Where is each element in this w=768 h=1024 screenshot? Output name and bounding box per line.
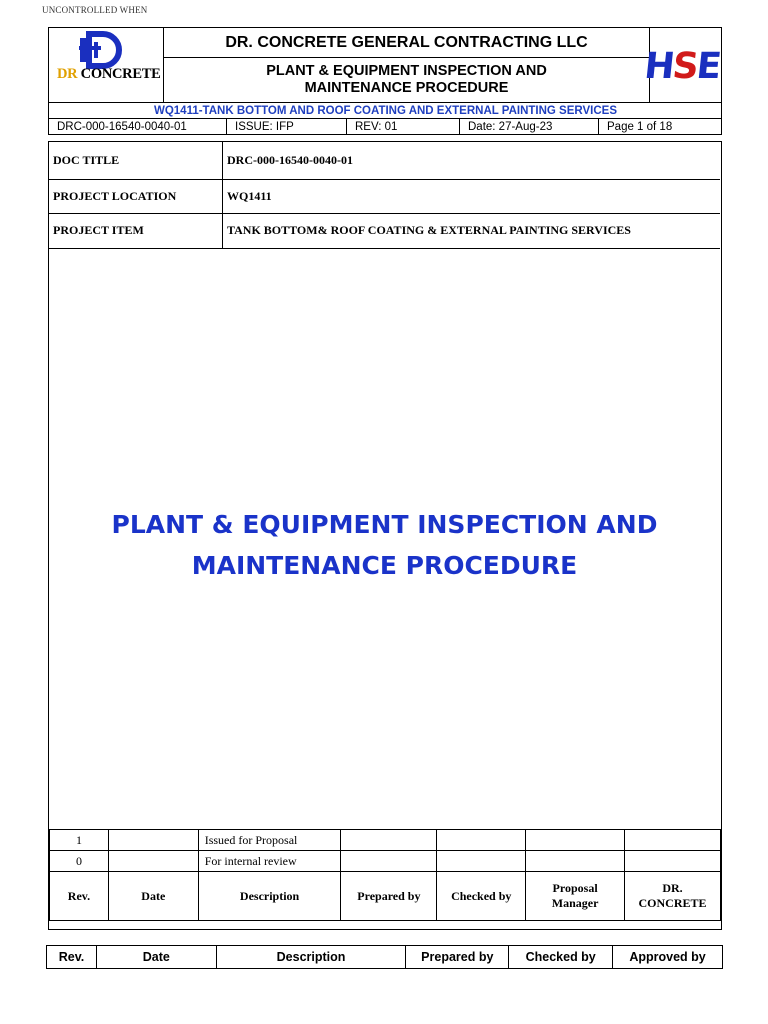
table-row: [47, 946, 723, 969]
info-label: PROJECT ITEM: [49, 213, 223, 248]
header-proposal-manager: Proposal Manager: [526, 872, 625, 921]
info-value: TANK BOTTOM& ROOF COATING & EXTERNAL PAINTING SERVICES: [227, 223, 631, 237]
hse-logo-icon: [642, 28, 722, 102]
dr-concrete-logo-icon: [49, 28, 162, 100]
header-description: Description: [198, 872, 341, 921]
logo-brand: CONCRETE: [80, 66, 161, 82]
company-name: DR. CONCRETE GENERAL CONTRACTING LLC: [164, 28, 650, 58]
date-cell: [108, 851, 198, 872]
revision-table-header: [50, 872, 721, 921]
cover-sheet: [48, 141, 722, 930]
rev-cell: 1: [50, 830, 109, 851]
info-value: DRC-000-16540-0040-01: [227, 153, 353, 167]
document-title-line2: MAINTENANCE PROCEDURE: [191, 551, 578, 580]
header-checked-by: Checked by: [437, 872, 526, 921]
company-logo: [49, 28, 164, 102]
project-line: WQ1411-TANK BOTTOM AND ROOF COATING AND EXTERNAL PAINTING SERVICES: [49, 102, 722, 119]
info-row-doc-title: [49, 142, 720, 180]
info-label: DOC TITLE: [49, 142, 223, 179]
document-title-line1: PLANT & EQUIPMENT INSPECTION AND: [111, 510, 658, 539]
hse-logo: [642, 28, 722, 102]
footer-date: Date: [96, 946, 216, 969]
svg-text:HSE: HSE: [642, 45, 722, 87]
header-subtitle-line1: PLANT & EQUIPMENT INSPECTION AND: [266, 63, 547, 79]
header-rev: Rev.: [50, 872, 109, 921]
date-cell: [108, 830, 198, 851]
issue-status: ISSUE: IFP: [227, 119, 347, 135]
info-row-project-location: [49, 179, 720, 214]
description-cell: For internal review: [198, 851, 341, 872]
footer-approval-table: [46, 945, 723, 969]
description-cell: Issued for Proposal: [198, 830, 341, 851]
info-value: WQ1411: [227, 188, 272, 203]
footer-description: Description: [216, 946, 406, 969]
doc-number: DRC-000-16540-0040-01: [49, 119, 227, 135]
page-number: Page 1 of 18: [607, 121, 673, 133]
revision-table: [49, 829, 721, 921]
table-row: [50, 830, 721, 851]
issue-date: Date: 27-Aug-23: [460, 119, 599, 135]
header-subtitle: [164, 58, 650, 102]
header-dr-concrete: DR. CONCRETE: [625, 872, 721, 921]
document-header: [48, 27, 722, 135]
document-title: [49, 504, 720, 586]
info-row-project-item: [49, 213, 720, 249]
header-date: Date: [108, 872, 198, 921]
uncontrolled-watermark: UNCONTROLLED WHEN: [42, 5, 148, 15]
logo-prefix: DR: [57, 66, 78, 82]
footer-approved-by: Approved by: [613, 946, 723, 969]
info-label: PROJECT LOCATION: [49, 179, 223, 213]
rev-cell: 0: [50, 851, 109, 872]
revision-number: REV: 01: [347, 119, 460, 135]
footer-checked-by: Checked by: [509, 946, 613, 969]
footer-prepared-by: Prepared by: [406, 946, 509, 969]
header-subtitle-line2: MAINTENANCE PROCEDURE: [304, 80, 509, 96]
header-prepared-by: Prepared by: [341, 872, 437, 921]
table-row: [50, 851, 721, 872]
footer-rev: Rev.: [47, 946, 97, 969]
